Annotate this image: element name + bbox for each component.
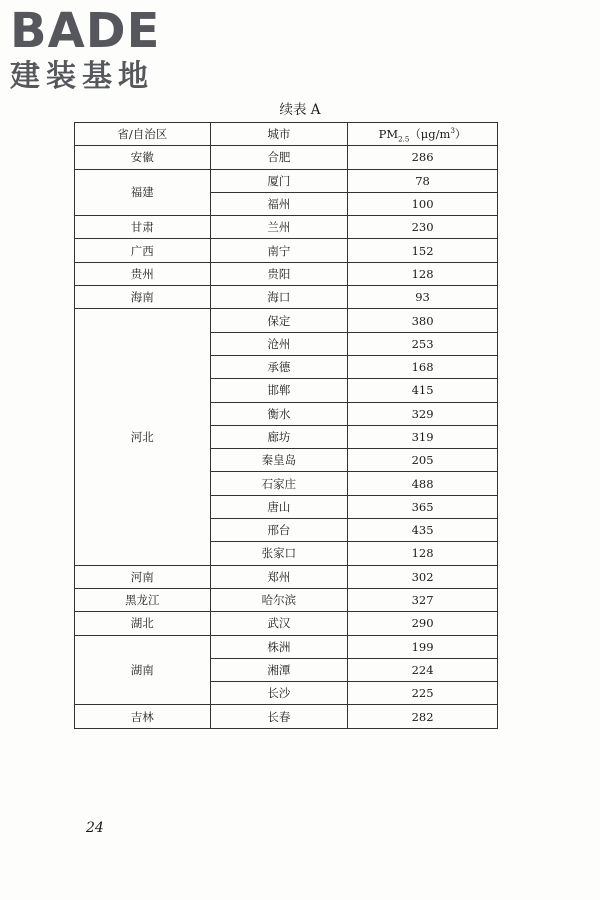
province-cell: 河北 [75,309,211,565]
header-unit-superscript: 3 [450,126,455,135]
city-cell: 厦门 [210,169,348,192]
city-cell: 邢台 [210,519,348,542]
pm25-value-cell: 253 [348,332,498,355]
header-city: 城市 [210,123,348,146]
city-cell: 沧州 [210,332,348,355]
pm25-value-cell: 415 [348,379,498,402]
city-cell: 南宁 [210,239,348,262]
brand-logo [10,3,180,94]
table-body [75,146,498,728]
city-cell: 合肥 [210,146,348,169]
city-cell: 福州 [210,192,348,215]
city-cell: 唐山 [210,495,348,518]
pm25-value-cell: 380 [348,309,498,332]
city-cell: 邯郸 [210,379,348,402]
pm25-value-cell: 365 [348,495,498,518]
table-row [75,262,498,285]
table-row [75,169,498,192]
province-cell: 黑龙江 [75,588,211,611]
province-cell: 吉林 [75,705,211,728]
logo-wordmark: BADE [10,3,161,59]
table-row [75,635,498,658]
pm25-value-cell: 488 [348,472,498,495]
pm25-value-cell: 100 [348,192,498,215]
city-cell: 秦皇岛 [210,449,348,472]
city-cell: 保定 [210,309,348,332]
province-cell: 安徽 [75,146,211,169]
header-unit-close: ） [454,126,467,141]
city-cell: 长春 [210,705,348,728]
pm25-table [74,122,498,729]
pm25-value-cell: 319 [348,425,498,448]
pm25-value-cell: 128 [348,262,498,285]
table-row [75,239,498,262]
province-cell: 河南 [75,565,211,588]
city-cell: 哈尔滨 [210,588,348,611]
pm25-value-cell: 225 [348,682,498,705]
table-row [75,612,498,635]
province-cell: 甘肃 [75,216,211,239]
province-cell: 福建 [75,169,211,216]
city-cell: 衡水 [210,402,348,425]
pm25-value-cell: 286 [348,146,498,169]
pm25-value-cell: 435 [348,519,498,542]
header-pm25 [348,123,498,146]
table-row [75,286,498,309]
province-cell: 海南 [75,286,211,309]
pm25-value-cell: 199 [348,635,498,658]
table-row [75,309,498,332]
table-row [75,216,498,239]
pm25-value-cell: 302 [348,565,498,588]
city-cell: 郑州 [210,565,348,588]
city-cell: 湘潭 [210,658,348,681]
page-number: 24 [86,820,104,836]
pm25-value-cell: 168 [348,355,498,378]
pm25-value-cell: 327 [348,588,498,611]
city-cell: 兰州 [210,216,348,239]
header-unit: （μg/m [409,126,451,141]
province-cell: 广西 [75,239,211,262]
city-cell: 武汉 [210,612,348,635]
header-pm-subscript: 2.5 [398,134,410,143]
city-cell: 海口 [210,286,348,309]
city-cell: 贵阳 [210,262,348,285]
table-row [75,565,498,588]
city-cell: 承德 [210,355,348,378]
city-cell: 株洲 [210,635,348,658]
pm25-value-cell: 329 [348,402,498,425]
province-cell: 湖南 [75,635,211,705]
city-cell: 石家庄 [210,472,348,495]
pm25-value-cell: 205 [348,449,498,472]
pm25-value-cell: 93 [348,286,498,309]
table-caption: 续表 A [279,102,321,118]
header-province: 省/自治区 [75,123,211,146]
header-pm-label: PM [378,126,399,141]
pm25-value-cell: 290 [348,612,498,635]
pm25-value-cell: 282 [348,705,498,728]
logo-subtitle: 建装基地 [10,59,154,94]
city-cell: 张家口 [210,542,348,565]
table-row [75,146,498,169]
city-cell: 廊坊 [210,425,348,448]
city-cell: 长沙 [210,682,348,705]
pm25-value-cell: 224 [348,658,498,681]
pm25-value-cell: 78 [348,169,498,192]
pm25-value-cell: 152 [348,239,498,262]
pm25-value-cell: 128 [348,542,498,565]
table-row [75,705,498,728]
province-cell: 湖北 [75,612,211,635]
province-cell: 贵州 [75,262,211,285]
pm25-value-cell: 230 [348,216,498,239]
table-row [75,588,498,611]
table-header-row [75,123,498,146]
